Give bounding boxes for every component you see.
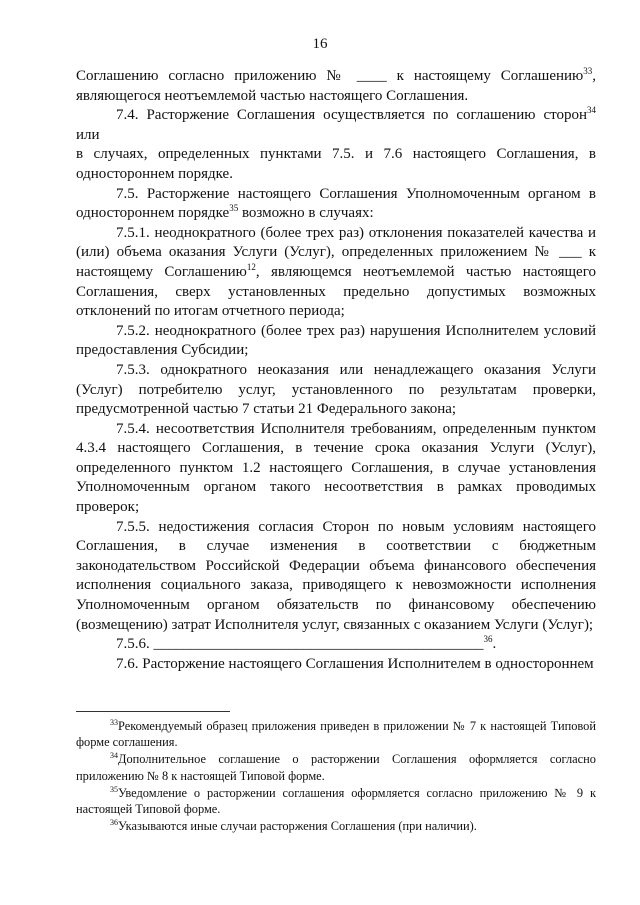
footnote-number: 35 [110,784,118,794]
paragraph-text: Соглашению согласно приложению № ____ к настоящему Соглашению [76,68,584,84]
footnote-number: 36 [110,818,118,828]
paragraph-7-6: 7.6. Расторжение настоящего Соглашения Исполнителем в одностороннем [116,655,594,672]
footnote-text: Рекомендуемый образец приложения приведен в приложении № 7 к настоящей Типовой форме соглашения. [76,719,596,750]
paragraph-7-5-2: 7.5.2. неоднократного (более трех раз) нарушения Исполнителем условий предоставления Субсидии; [76,322,596,359]
paragraph-7-5-6 [76,635,596,655]
footnote-ref[interactable]: 33 [583,66,593,76]
footnote-ref[interactable]: 34 [587,105,596,116]
paragraph-text: возможно в случаях: [238,205,374,222]
paragraph-continuation [76,67,596,106]
paragraph-7-5-5: 7.5.5. недостижения согласия Сторон по новым условиям настоящего Соглашения, в случае изменения в соответствии с бюджетным законодательством Российской Федерации объема финансового обеспечения исполнения социального заказа, приводящего к невозможности исполнения Уполномоченным органом обязательств по финансовому обеспечению (возмещению) затрат Исполнителя услуг, связанных с оказанием Услуги (Услуг); [76,518,596,633]
footnote-text: Указываются иные случаи расторжения Соглашения (при наличии). [118,819,477,834]
footnote-ref[interactable]: 36 [483,634,493,645]
paragraph-7-4 [76,106,596,145]
footnote-34 [76,751,596,783]
paragraph-7-5 [76,185,596,224]
footnote-text: Уведомление о расторжении соглашения оформляется согласно приложению № 9 к настоящей Типовой форме. [76,785,596,817]
paragraph-text: 7.4. Расторжение Соглашения осуществляется по соглашению сторон [116,107,587,124]
paragraph-7-4-continued: в случаях, определенных пунктами 7.5. и 7.6 настоящего Соглашения, в одностороннем порядке. [76,146,596,182]
paragraph-text: 7.5. Расторжение настоящего Соглашения Уполномоченным органом в одностороннем порядке [76,185,596,222]
footnote-number: 33 [110,718,118,727]
paragraph-text: . [492,636,497,653]
footnote-separator [76,711,230,712]
footnote-text: Дополнительное соглашение о расторжении Соглашения оформляется согласно приложению № 8 к настоящей Типовой форме. [76,752,596,783]
paragraph-text: или [76,126,100,143]
paragraph-7-5-1 [76,224,596,322]
paragraph-text: , являющемся неотъемлемой частью настоящего Соглашения, сверх установленных предельно допустимых возможных отклонений по итогам отчетного периода; [76,263,596,320]
footnote-ref[interactable]: 35 [229,203,239,214]
paragraph-text: 7.5.6. ____________________________________________ [116,636,484,653]
document-body [76,67,596,674]
footnote-36 [76,818,596,834]
footnote-33 [76,718,596,750]
page-number: 16 [312,36,328,52]
paragraph-7-5-3: 7.5.3. однократного неоказания или ненадлежащего оказания Услуги (Услуг) потребителю услуг, установленного по результатам проверки, предусмотренной частью 7 статьи 21 Федерального закона; [76,361,596,418]
paragraph-text: , являющегося неотъемлемой частью настоящего Соглашения. [76,68,596,104]
paragraph-7-5-4: 7.5.4. несоответствия Исполнителя требованиям, определенным пунктом 4.3.4 настоящего Соглашения, в течение срока оказания Услуги (Услуг), определенного пунктом 1.2 настоящего Соглашения, в случае установления Уполномоченным органом такого несоответствия в рамках проводимых проверок; [76,420,596,516]
footnotes [76,718,596,835]
footnote-number: 34 [110,751,118,761]
footnote-35 [76,785,596,817]
footnote-ref[interactable]: 12 [246,261,256,272]
paragraph-text: 7.5.1. неоднократного (более трех раз) отклонения показателей качества и (или) объема оказания Услуги (Услуг), определенных приложением № ___ к настоящему Соглашению [76,224,596,280]
